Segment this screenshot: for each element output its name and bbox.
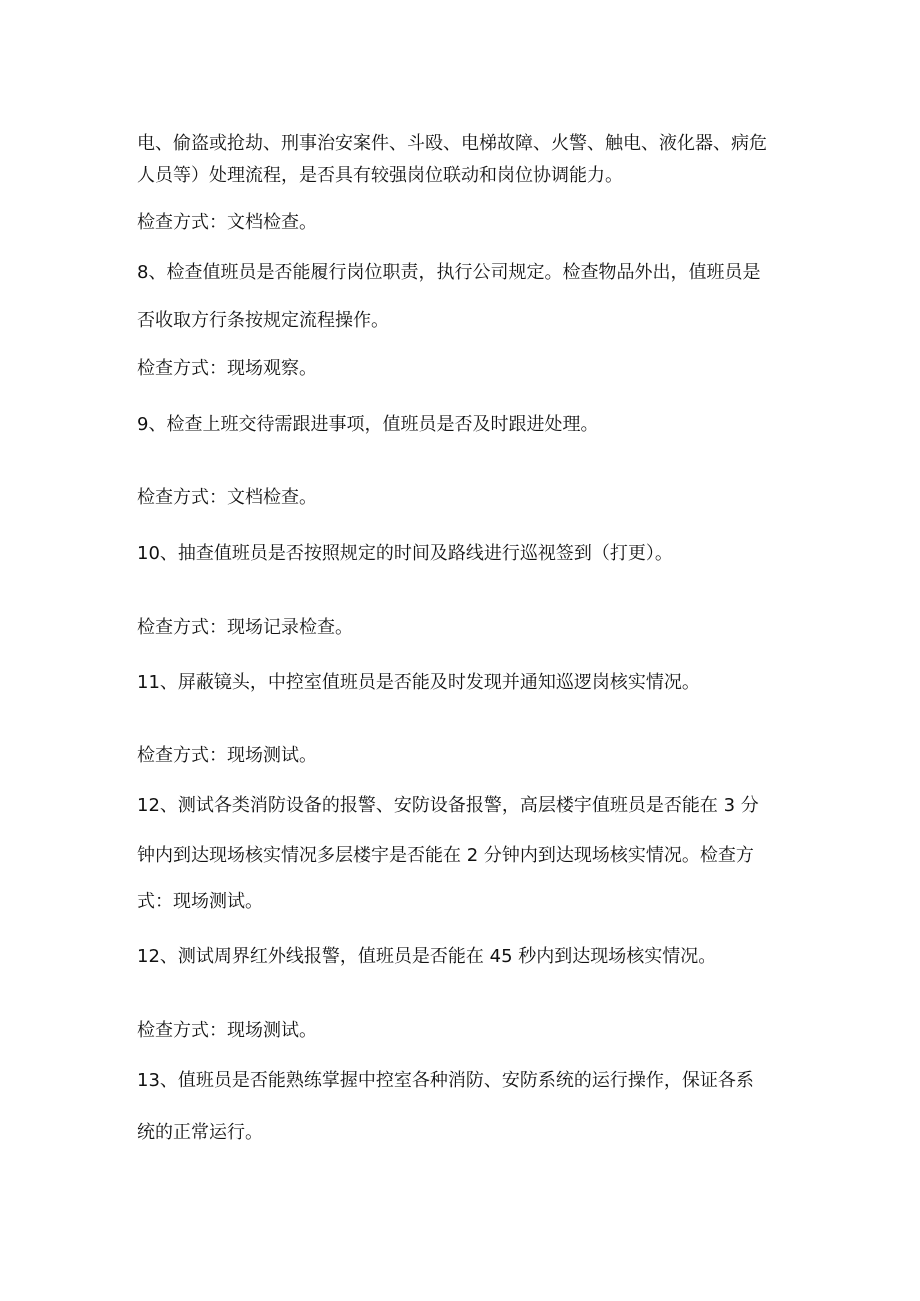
text-line: 11、屏蔽镜头，中控室值班员是否能及时发现并通知巡逻岗核实情况。	[137, 672, 700, 693]
text-line: 钟内到达现场核实情况多层楼宇是否能在 2 分钟内到达现场核实情况。检查方	[137, 845, 754, 866]
text-line: 否收取方行条按规定流程操作。	[137, 310, 389, 331]
text-line: 电、偷盗或抢劫、刑事治安案件、斗殴、电梯故障、火警、触电、液化器、病危	[137, 133, 767, 154]
text-line: 12、测试周界红外线报警，值班员是否能在 45 秒内到达现场核实情况。	[137, 946, 717, 967]
text-line: 12、测试各类消防设备的报警、安防设备报警，高层楼宇值班员是否能在 3 分	[137, 795, 759, 816]
text-line: 检查方式：现场记录检查。	[137, 617, 353, 638]
text-line: 检查方式：现场测试。	[137, 1020, 317, 1041]
text-line: 8、检查值班员是否能履行岗位职责，执行公司规定。检查物品外出，值班员是	[137, 262, 761, 283]
text-line: 统的正常运行。	[137, 1122, 263, 1143]
text-line: 检查方式：现场观察。	[137, 358, 317, 379]
text-line: 检查方式：文档检查。	[137, 212, 317, 233]
text-line: 10、抽查值班员是否按照规定的时间及路线进行巡视签到（打更）。	[137, 543, 673, 564]
text-line: 13、值班员是否能熟练掌握中控室各种消防、安防系统的运行操作，保证各系	[137, 1070, 754, 1091]
text-line: 9、检查上班交待需跟进事项，值班员是否及时跟进处理。	[137, 414, 599, 435]
text-line: 式：现场测试。	[137, 891, 263, 912]
text-line: 人员等）处理流程，是否具有较强岗位联动和岗位协调能力。	[137, 165, 623, 186]
text-line: 检查方式：现场测试。	[137, 745, 317, 766]
text-line: 检查方式：文档检查。	[137, 487, 317, 508]
